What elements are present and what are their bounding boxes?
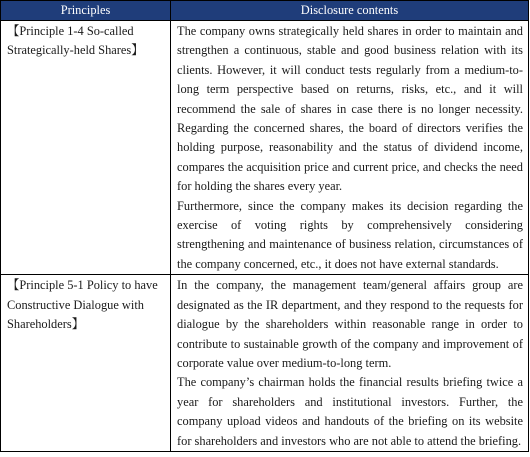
principle-cell-1-4: 【Principle 1-4 So-called Strategically-held Shares】 bbox=[1, 21, 171, 275]
table-body bbox=[1, 21, 529, 452]
disclosure-paragraph: In the company, the management team/general affairs group are designated as the IR department, and they respond to the requests for dialogue by the shareholders within reasonable range in order to contribute to sustainable growth of the company and improvement of corporate value over medium-to-long term. bbox=[177, 278, 523, 370]
disclosure-column-header: Disclosure contents bbox=[171, 1, 529, 21]
disclosure-cell-1-4 bbox=[171, 21, 529, 275]
table-row bbox=[1, 21, 529, 275]
disclosure-paragraph: The company’s chairman holds the financial results briefing twice a year for shareholders and institutional investors. Further, the company upload videos and handouts of the briefing on its website for shareholders and investors who are not able to attend the briefing. bbox=[177, 375, 523, 448]
table-header bbox=[1, 1, 529, 21]
disclosure-paragraph: The company owns strategically held shares in order to maintain and strengthen a continuous, stable and good business relation with its clients. However, it will conduct tests regularly from a medium-to-long term perspective based on returns, risks, etc., and it will recommend the sale of shares in case there is no longer necessity. Regarding the concerned shares, the board of directors verifies the holding purpose, reasonability and the status of dividend income, compares the acquisition price and current price, and checks the need for holding the shares every year. bbox=[177, 24, 523, 194]
table-row bbox=[1, 275, 529, 452]
principles-column-header: Principles bbox=[1, 1, 171, 21]
principle-cell-5-1: 【Principle 5-1 Policy to have Constructive Dialogue with Shareholders】 bbox=[1, 275, 171, 452]
header-row bbox=[1, 1, 529, 21]
disclosure-paragraph: Furthermore, since the company makes its decision regarding the exercise of voting rights by comprehensively considering strengthening and maintenance of business relation, circumstances of the company concerned, etc., it does not have external standards. bbox=[177, 198, 523, 271]
disclosure-cell-5-1 bbox=[171, 275, 529, 452]
